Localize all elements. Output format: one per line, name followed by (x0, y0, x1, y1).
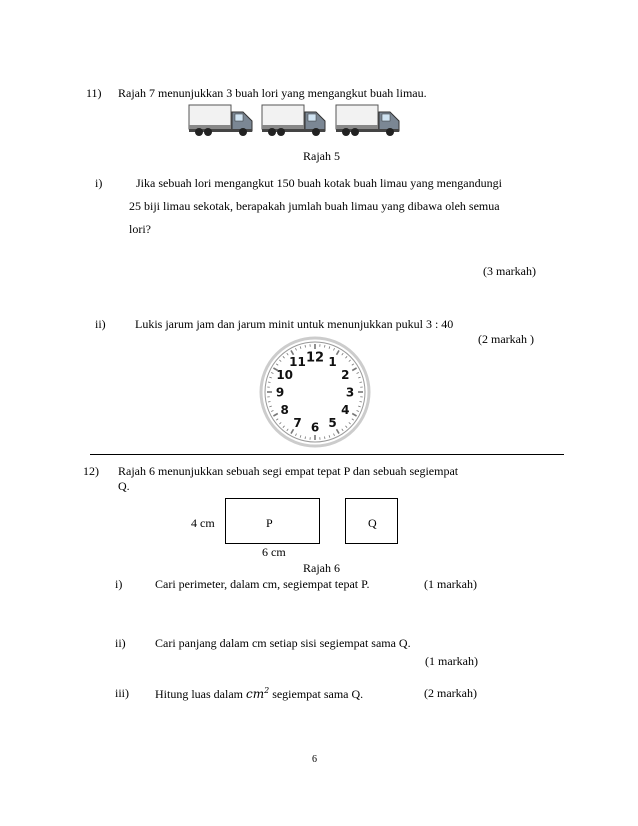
clock-number: 1 (328, 355, 337, 370)
q12-line2: Q. (118, 479, 130, 493)
square-q-label: Q (368, 516, 377, 530)
q12-i-text: Cari perimeter, dalam cm, segiempat tepat P. (155, 577, 370, 591)
unit-cm-squared: $cm^2$ (245, 686, 270, 701)
q12-ii-label: ii) (115, 636, 126, 650)
q12-iii-text-before: Hitung luas dalam (155, 687, 243, 701)
clock-tick (268, 382, 270, 383)
figure-caption-rajah-6: Rajah 6 (303, 561, 340, 575)
dimension-height-label: 4 cm (191, 516, 215, 530)
q11-ii-marks: (2 markah ) (478, 332, 534, 346)
clock-number: 8 (280, 403, 289, 417)
q11-i-line3: lori? (129, 222, 151, 236)
q11-i-label: i) (95, 176, 103, 190)
truck-icon (261, 103, 327, 137)
clock-number: 12 (305, 350, 325, 366)
clock-number: 11 (289, 355, 306, 370)
q11-i-line1: Jika sebuah lori mengangkut 150 buah kotak buah limau yang mengandungi (136, 176, 502, 190)
section-divider (90, 454, 564, 455)
q11-ii-label: ii) (95, 317, 106, 331)
clock-face (259, 336, 371, 448)
q12-iii-text (155, 686, 363, 702)
clock-number: 9 (275, 385, 285, 400)
q12-iii-marks: (2 markah) (424, 686, 477, 700)
clock-tick (305, 437, 306, 439)
clock-number: 2 (341, 368, 350, 382)
q12-line1: Rajah 6 menunjukkan sebuah segi empat tepat P dan sebuah segiempat (118, 464, 459, 478)
clock-number: 6 (310, 420, 320, 435)
page-number: 6 (312, 754, 317, 765)
q11-intro: Rajah 7 menunjukkan 3 buah lori yang mengangkut buah limau. (118, 86, 427, 100)
q12-ii-text: Cari panjang dalam cm setiap sisi segiempat sama Q. (155, 636, 411, 650)
q12-i-label: i) (115, 577, 123, 591)
q12-iii-text-after: segiempat sama Q. (272, 687, 364, 701)
rectangle-p-label: P (266, 516, 273, 530)
q12-ii-marks: (1 markah) (425, 654, 478, 668)
truck-icon (335, 103, 401, 137)
clock-tick (360, 382, 362, 383)
q11-i-marks: (3 markah) (483, 264, 536, 278)
clock-tick (324, 345, 325, 347)
q12-i-marks: (1 markah) (424, 577, 477, 591)
q12-iii-label: iii) (115, 686, 129, 700)
clock-number: 3 (345, 385, 355, 400)
clock-tick (360, 401, 362, 402)
clock-tick (305, 345, 306, 347)
clock-tick (324, 437, 325, 439)
figure-caption-rajah-5: Rajah 5 (303, 149, 340, 163)
clock-number: 5 (328, 415, 337, 430)
q11-ii-text: Lukis jarum jam dan jarum minit untuk menunjukkan pukul 3 : 40 (135, 317, 454, 331)
dimension-width-label: 6 cm (262, 545, 286, 559)
clock-number: 10 (276, 368, 294, 382)
clock-tick (268, 401, 270, 402)
clock-number: 4 (341, 403, 350, 417)
q11-number: 11) (86, 86, 102, 100)
q12-number: 12) (83, 464, 99, 478)
truck-icon (188, 103, 254, 137)
clock-number: 7 (293, 415, 302, 430)
q11-i-line2: 25 biji limau sekotak, berapakah jumlah buah limau yang dibawa oleh semua (129, 199, 500, 213)
